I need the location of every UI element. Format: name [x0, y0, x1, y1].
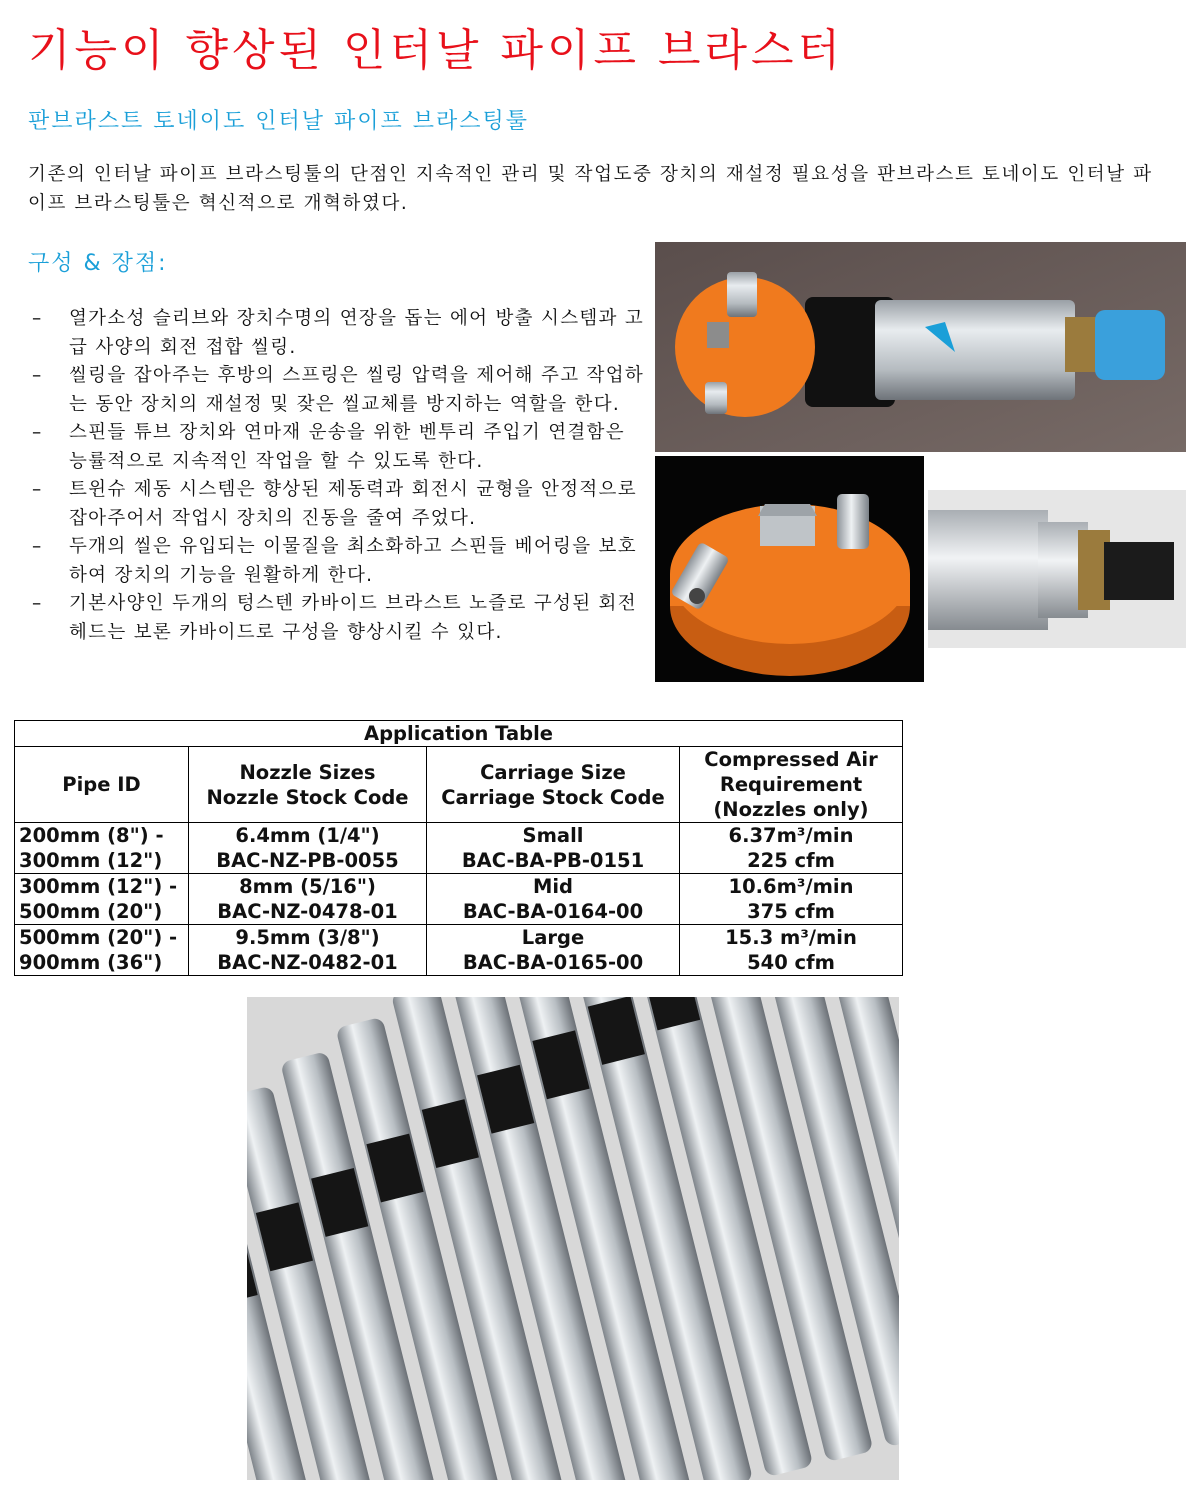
tool-photo-full [655, 242, 1186, 452]
list-item [28, 362, 650, 419]
list-item [28, 590, 650, 647]
dash-bullet: – [32, 536, 43, 557]
cell-pipe-id: 200mm (8") - 300mm (12") [15, 823, 189, 874]
cell-nozzle: 8mm (5/16") BAC-NZ-0478-01 [189, 874, 427, 925]
header-carriage: Carriage Size Carriage Stock Code [427, 747, 680, 823]
intro-paragraph: 기존의 인터날 파이프 브라스팅툴의 단점인 지속적인 관리 및 작업도중 장치의 재설정 필요성을 판브라스트 토네이도 인터날 파이프 브라스팅툴은 혁신적으로 개혁하였다. [28, 164, 1153, 214]
page-title: 기능이 향상된 인터날 파이프 브라스터 [28, 25, 845, 76]
cell-carriage: Small BAC-BA-PB-0151 [427, 823, 680, 874]
cell-air: 15.3 m³/min 540 cfm [680, 925, 903, 976]
feature-text: 두개의 씰은 유입되는 이물질을 최소화하고 스핀들 베어링을 보호하여 장치의 기능을 원활하게 한다. [69, 536, 637, 586]
dash-bullet: – [32, 593, 43, 614]
dash-bullet: – [32, 479, 43, 500]
dash-bullet: – [32, 308, 43, 329]
product-subtitle: 판브라스트 토네이도 인터날 파이프 브라스팅툴 [28, 109, 530, 134]
table-row [15, 925, 903, 976]
tools-lineup-photo [247, 997, 899, 1480]
application-table [14, 720, 903, 976]
list-item [28, 419, 650, 476]
features-heading: 구성 & 장점: [28, 251, 168, 276]
feature-text: 열가소성 슬리브와 장치수명의 연장을 돕는 에어 방출 시스템과 고급 사양의 회전 접합 씰링. [69, 308, 645, 358]
dash-bullet: – [32, 422, 43, 443]
cell-air: 10.6m³/min 375 cfm [680, 874, 903, 925]
feature-text: 스핀들 튜브 장치와 연마재 운송을 위한 벤투리 주입기 연결함은 능률적으로 지속적인 작업을 할 수 있도록 한다. [69, 422, 625, 472]
list-item [28, 476, 650, 533]
cell-nozzle: 6.4mm (1/4") BAC-NZ-PB-0055 [189, 823, 427, 874]
table-row [15, 823, 903, 874]
cell-nozzle: 9.5mm (3/8") BAC-NZ-0482-01 [189, 925, 427, 976]
feature-text: 씰링을 잡아주는 후방의 스프링은 씰링 압력을 제어해 주고 작업하는 동안 장치의 재설정 및 잦은 씰교체를 방지하는 역할을 한다. [69, 365, 645, 415]
cell-air: 6.37m³/min 225 cfm [680, 823, 903, 874]
feature-text: 기본사양인 두개의 텅스텐 카바이드 브라스트 노즐로 구성된 회전헤드는 보론 카바이드로 구성을 향상시킬 수 있다. [69, 593, 637, 643]
cell-carriage: Mid BAC-BA-0164-00 [427, 874, 680, 925]
header-pipe-id: Pipe ID [15, 747, 189, 823]
feature-text: 트윈슈 제동 시스템은 향상된 제동력과 회전시 균형을 안정적으로 잡아주어서 작업시 장치의 진동을 줄여 주었다. [69, 479, 637, 529]
features-list [28, 305, 650, 647]
header-air: Compressed Air Requirement (Nozzles only) [680, 747, 903, 823]
dash-bullet: – [32, 365, 43, 386]
table-row [15, 874, 903, 925]
table-caption: Application Table [15, 721, 903, 747]
cell-pipe-id: 300mm (12") - 500mm (20") [15, 874, 189, 925]
header-nozzle: Nozzle Sizes Nozzle Stock Code [189, 747, 427, 823]
cell-pipe-id: 500mm (20") - 900mm (36") [15, 925, 189, 976]
head-photo-closeup [655, 456, 924, 682]
table-header-row [15, 747, 903, 823]
fitting-photo-closeup [928, 490, 1186, 648]
list-item [28, 533, 650, 590]
cell-carriage: Large BAC-BA-0165-00 [427, 925, 680, 976]
list-item [28, 305, 650, 362]
